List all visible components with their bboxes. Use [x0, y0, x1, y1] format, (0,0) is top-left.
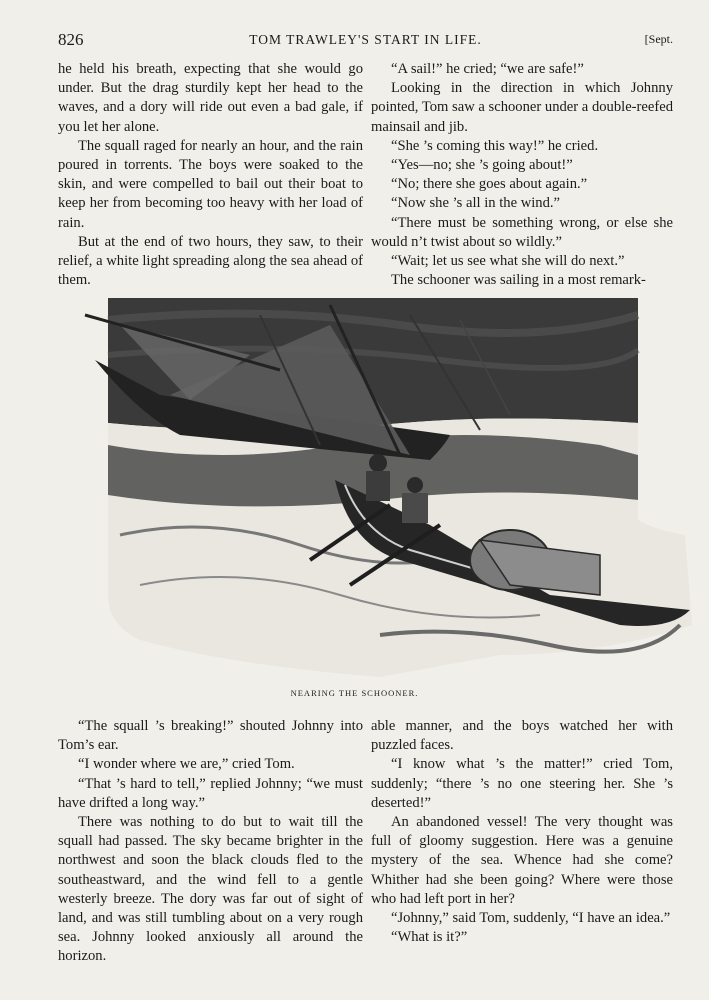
paragraph: Looking in the direction in which Johnny pointed, Tom saw a schooner under a double-reefed mainsail and jib.: [371, 80, 673, 135]
paragraph: he held his breath, expecting that she would go under. But the drag sturdily kept her head to the waves, and a dory will ride out even a bad gale, if you let her alone.: [58, 61, 363, 135]
illustration-nearing-schooner: [80, 295, 692, 685]
paragraph: “A sail!” he cried; “we are safe!”: [391, 61, 584, 77]
paragraph: “The squall ’s breaking!” shouted Johnny into Tom’s ear.: [58, 718, 363, 754]
running-month: [Sept.: [644, 32, 673, 46]
paragraph: “Johnny,” said Tom, suddenly, “I have an idea.”: [391, 910, 671, 927]
paragraph: “She ’s coming this way!” he cried.: [391, 137, 599, 154]
illustration-caption: NEARING THE SCHOONER.: [290, 688, 419, 698]
paragraph: “I know what ’s the matter!” cried Tom, suddenly; “there ’s no one steering her. She ’s deserted!”: [371, 756, 673, 811]
paragraph: An abandoned vessel! The very thought was full of gloomy suggestion. Here was a genuine mystery of the sea. Whence had she come? Whither had she been going? Where were those who had left port in her?: [371, 814, 673, 907]
paragraph: “Yes—no; she ’s going about!”: [391, 157, 573, 174]
running-header: [58, 30, 673, 52]
column-bottom-left: [58, 717, 363, 967]
engraving-scene: [80, 295, 692, 685]
column-top-left: [58, 60, 363, 290]
paragraph: “No; there she goes about again.”: [391, 176, 588, 193]
paragraph: There was nothing to do but to wait till the squall had passed. The sky became brighter in the northwest and soon the black clouds fled to the southeastward, and the wind fell to a gentle westerly breeze. The dory was far out of sight of land, and was still tumbling about on a very rough sea. Johnny looked anxiously all around the horizon.: [58, 814, 363, 965]
paragraph: “Now she ’s all in the wind.”: [391, 195, 561, 212]
paragraph: The squall raged for nearly an hour, and the rain poured in torrents. The boys were soaked to the skin, and were compelled to bail out their boat to keep her from becoming too heavy with her load of rain.: [58, 137, 363, 231]
paragraph: “I wonder where we are,” cried Tom.: [78, 756, 295, 773]
paragraph: The schooner was sailing in a most remark-: [391, 272, 646, 289]
column-bottom-right: [371, 717, 673, 947]
paragraph: able manner, and the boys watched her with puzzled faces.: [371, 718, 673, 754]
paragraph: “That ’s hard to tell,” replied Johnny; “we must have drifted a long way.”: [58, 775, 363, 811]
page-number: 826: [58, 30, 84, 49]
column-top-right: [371, 60, 673, 290]
paragraph: “Wait; let us see what she will do next.”: [391, 253, 625, 270]
paragraph: But at the end of two hours, they saw, to their relief, a white light spreading along the sea ahead of them.: [58, 233, 363, 289]
paragraph: “What is it?”: [391, 929, 468, 946]
running-title: TOM TRAWLEY'S START IN LIFE.: [249, 32, 482, 47]
paragraph: “There must be something wrong, or else she would n’t twist about so wildly.”: [371, 214, 673, 250]
